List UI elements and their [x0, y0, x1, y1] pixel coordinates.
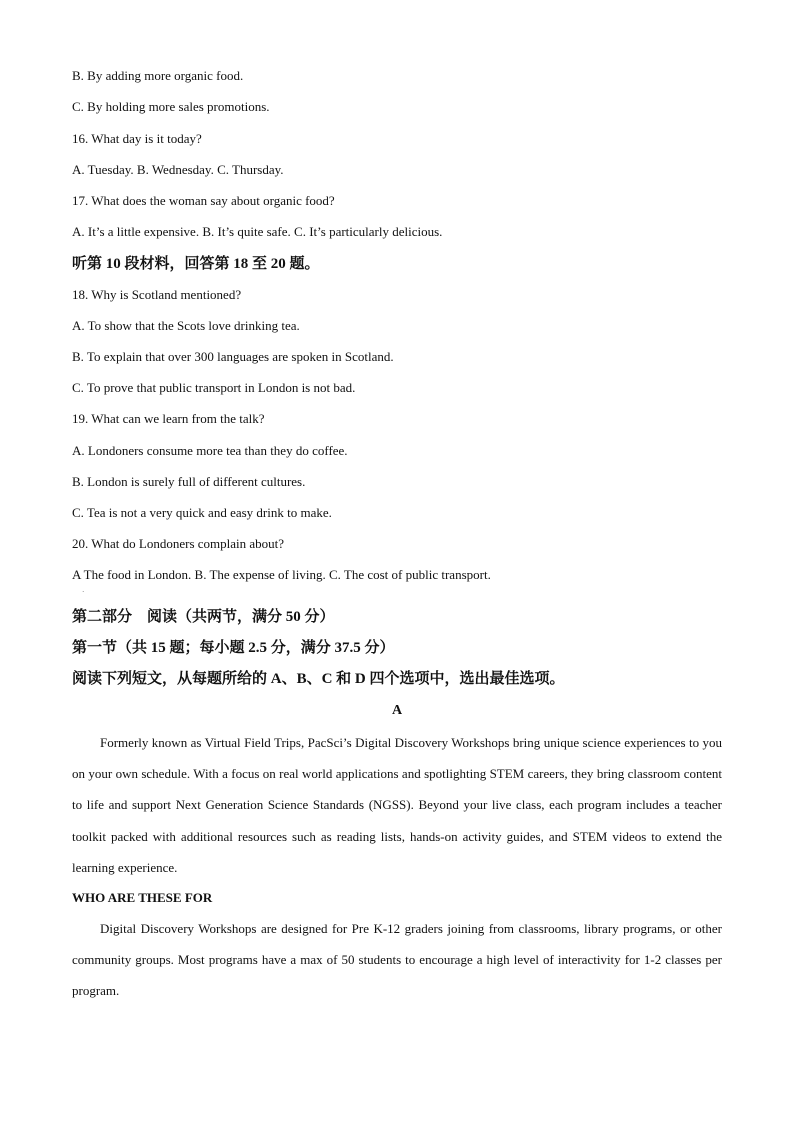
question-line: 16. What day is it today?	[72, 131, 202, 146]
section-heading: WHO ARE THESE FOR	[72, 890, 213, 905]
question-line: B. London is surely full of different cultures.	[72, 474, 306, 489]
passage-label: A	[391, 703, 403, 718]
question-line: B. By adding more organic food.	[72, 68, 244, 83]
subsection-heading: 第一节（共 15 题；每小题 2.5 分，满分 37.5 分）	[72, 640, 395, 656]
question-line: B. To explain that over 300 languages are spoken in Scotland.	[72, 349, 394, 364]
question-line: C. To prove that public transport in London is not bad.	[72, 380, 356, 395]
question-line: A. Tuesday. B. Wednesday. C. Thursday.	[72, 162, 284, 177]
question-line: A The food in London. B. The expense of living. C. The cost of public transport.	[72, 567, 491, 582]
question-line: 19. What can we learn from the talk?	[72, 411, 265, 426]
passage-paragraph: Digital Discovery Workshops are designed for Pre K-12 graders joining from classrooms, library programs, or other community groups. Most programs have a max of 50 students to encourage a high level of interactivity for 1-2 classes per program.	[72, 921, 722, 999]
reading-instruction: 阅读下列短文，从每题所给的 A、B、C 和 D 四个选项中，选出最佳选项。	[72, 671, 565, 687]
question-line: A. Londoners consume more tea than they do coffee.	[72, 443, 348, 458]
decorative-dot: ·	[82, 588, 85, 596]
question-line: C. Tea is not a very quick and easy drink to make.	[72, 505, 332, 520]
question-line: A. To show that the Scots love drinking tea.	[72, 318, 300, 333]
question-line: 18. Why is Scotland mentioned?	[72, 287, 242, 302]
passage-paragraph: Formerly known as Virtual Field Trips, PacSci’s Digital Discovery Workshops bring unique science experiences to you on your own schedule. With a focus on real world applications and spotlighting STEM careers, they bring classroom content to life and support Next Generation Science Standards (NGSS). Beyond your live class, each program includes a teacher toolkit packed with additional resources such as reading lists, hands-on activity guides, and STEM videos to extend the learning experience.	[72, 735, 722, 875]
question-line: A. It’s a little expensive. B. It’s quite safe. C. It’s particularly delicious.	[72, 224, 443, 239]
question-line: 17. What does the woman say about organic food?	[72, 193, 335, 208]
question-line: 20. What do Londoners complain about?	[72, 536, 285, 551]
section-instruction: 听第 10 段材料，回答第 18 至 20 题。	[72, 256, 320, 272]
part-heading: 第二部分 阅读（共两节，满分 50 分）	[72, 609, 335, 625]
question-line: C. By holding more sales promotions.	[72, 99, 270, 114]
